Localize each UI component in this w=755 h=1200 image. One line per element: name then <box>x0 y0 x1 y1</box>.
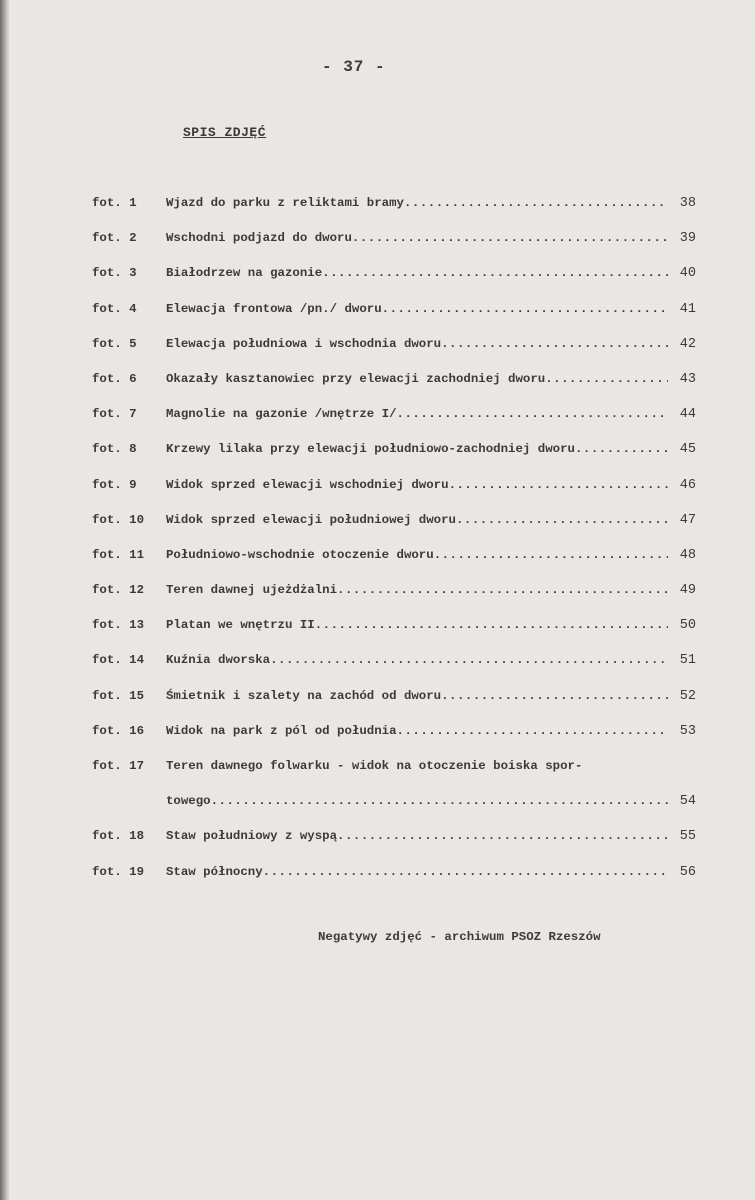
list-item <box>92 583 696 618</box>
list-item <box>92 196 696 231</box>
entry-title: Białodrzew na gazonie <box>166 266 323 281</box>
list-item <box>92 829 696 864</box>
entry-label: fot. 18 <box>92 829 145 844</box>
entry-page: 47 <box>679 512 696 528</box>
list-item <box>92 689 696 724</box>
dot-leader <box>322 266 668 280</box>
entry-title: Południowo-wschodnie otoczenie dworu <box>166 547 434 562</box>
entry-title-continuation: towego <box>166 794 211 809</box>
dot-leader <box>545 372 668 386</box>
entry-label: fot. 4 <box>92 301 137 316</box>
dot-leader <box>382 302 668 316</box>
page-number: - 37 - <box>322 58 386 76</box>
entry-label: fot. 12 <box>92 583 145 598</box>
list-item <box>92 724 696 759</box>
entry-page: 38 <box>679 196 696 211</box>
entry-page: 54 <box>679 794 696 810</box>
entry-title: Okazały kasztanowiec przy elewacji zachodniej dworu <box>166 371 546 386</box>
entry-page: 49 <box>679 583 696 599</box>
list-item <box>92 266 696 301</box>
dot-leader <box>315 618 668 632</box>
entry-page: 48 <box>679 547 696 563</box>
list-item <box>92 653 696 688</box>
entry-label: fot. 8 <box>92 442 137 457</box>
entry-title: Wjazd do parku z reliktami bramy <box>166 196 404 210</box>
footer-note: Negatywy zdjęć - archiwum PSOZ Rzeszów <box>318 930 601 944</box>
page-title: SPIS ZDJĘĆ <box>183 125 267 140</box>
entry-title: Krzewy lilaka przy elewacji południowo-zachodniej dworu <box>166 442 575 457</box>
entry-title: Staw północny <box>166 864 263 879</box>
dot-leader <box>434 548 668 562</box>
entry-label: fot. 19 <box>92 864 145 879</box>
list-item <box>92 372 696 407</box>
entry-label: fot. 17 <box>92 759 145 773</box>
page-edge-shadow <box>0 0 10 1200</box>
entry-title: Elewacja frontowa /pn./ dworu <box>166 301 382 316</box>
entry-title: Śmietnik i szalety na zachód od dworu <box>166 688 442 703</box>
dot-leader <box>456 513 668 527</box>
entry-label: fot. 10 <box>92 512 145 527</box>
entry-page: 51 <box>679 653 696 669</box>
entry-label: fot. 11 <box>92 547 145 562</box>
dot-leader <box>441 689 668 703</box>
list-item <box>92 442 696 477</box>
list-item <box>92 548 696 583</box>
entry-page: 45 <box>679 442 696 458</box>
entry-page: 44 <box>679 407 696 423</box>
dot-leader <box>337 583 668 597</box>
list-item <box>92 337 696 372</box>
entry-page: 52 <box>679 688 696 704</box>
entry-label: fot. 1 <box>92 196 137 210</box>
dot-leader <box>441 337 668 351</box>
entry-title: Teren dawnej ujeżdżalni <box>166 583 338 598</box>
dot-leader <box>211 794 668 808</box>
entry-page: 46 <box>679 477 696 493</box>
entry-title: Wschodni podjazd do dworu <box>166 231 352 246</box>
entry-page: 50 <box>679 618 696 634</box>
dot-leader <box>397 724 668 738</box>
entry-page: 42 <box>679 336 696 352</box>
list-item <box>92 865 696 900</box>
entry-page: 43 <box>679 371 696 387</box>
entry-label: fot. 6 <box>92 371 137 386</box>
entry-title: Widok sprzed elewacji południowej dworu <box>166 512 456 527</box>
entry-label: fot. 14 <box>92 653 145 668</box>
entry-title: Teren dawnego folwarku - widok na otoczenie boiska spor- <box>166 759 583 773</box>
dot-leader <box>404 196 668 210</box>
entry-label: fot. 13 <box>92 618 145 633</box>
entry-title: Widok na park z pól od południa <box>166 723 397 738</box>
list-item <box>92 513 696 548</box>
list-item <box>92 231 696 266</box>
dot-leader <box>270 653 668 667</box>
list-item <box>92 302 696 337</box>
entry-page: 39 <box>679 231 696 247</box>
dot-leader <box>337 829 668 843</box>
entry-label: fot. 3 <box>92 266 137 281</box>
entry-label: fot. 16 <box>92 723 145 738</box>
photo-list <box>92 196 696 900</box>
entry-page: 56 <box>679 864 696 880</box>
entry-label: fot. 15 <box>92 688 145 703</box>
entry-title: Elewacja południowa i wschodnia dworu <box>166 336 442 351</box>
entry-title: Platan we wnętrzu II <box>166 618 315 633</box>
dot-leader <box>449 478 668 492</box>
list-item <box>92 407 696 442</box>
dot-leader <box>263 865 668 879</box>
entry-title: Kuźnia dworska <box>166 653 271 668</box>
entry-page: 41 <box>679 301 696 317</box>
entry-title: Staw południowy z wyspą <box>166 829 338 844</box>
list-item <box>92 478 696 513</box>
entry-page: 53 <box>679 723 696 739</box>
dot-leader <box>397 407 668 421</box>
entry-title: Widok sprzed elewacji wschodniej dworu <box>166 477 449 492</box>
entry-page: 40 <box>679 266 696 282</box>
entry-page: 55 <box>679 829 696 845</box>
list-item-continuation <box>92 794 696 829</box>
dot-leader <box>575 442 668 456</box>
entry-label: fot. 5 <box>92 336 137 351</box>
list-item <box>92 618 696 653</box>
entry-title: Magnolie na gazonie /wnętrze I/ <box>166 407 397 422</box>
entry-label: fot. 7 <box>92 407 137 422</box>
entry-label: fot. 2 <box>92 231 137 246</box>
list-item <box>92 759 696 794</box>
dot-leader <box>352 231 668 245</box>
entry-label: fot. 9 <box>92 477 137 492</box>
